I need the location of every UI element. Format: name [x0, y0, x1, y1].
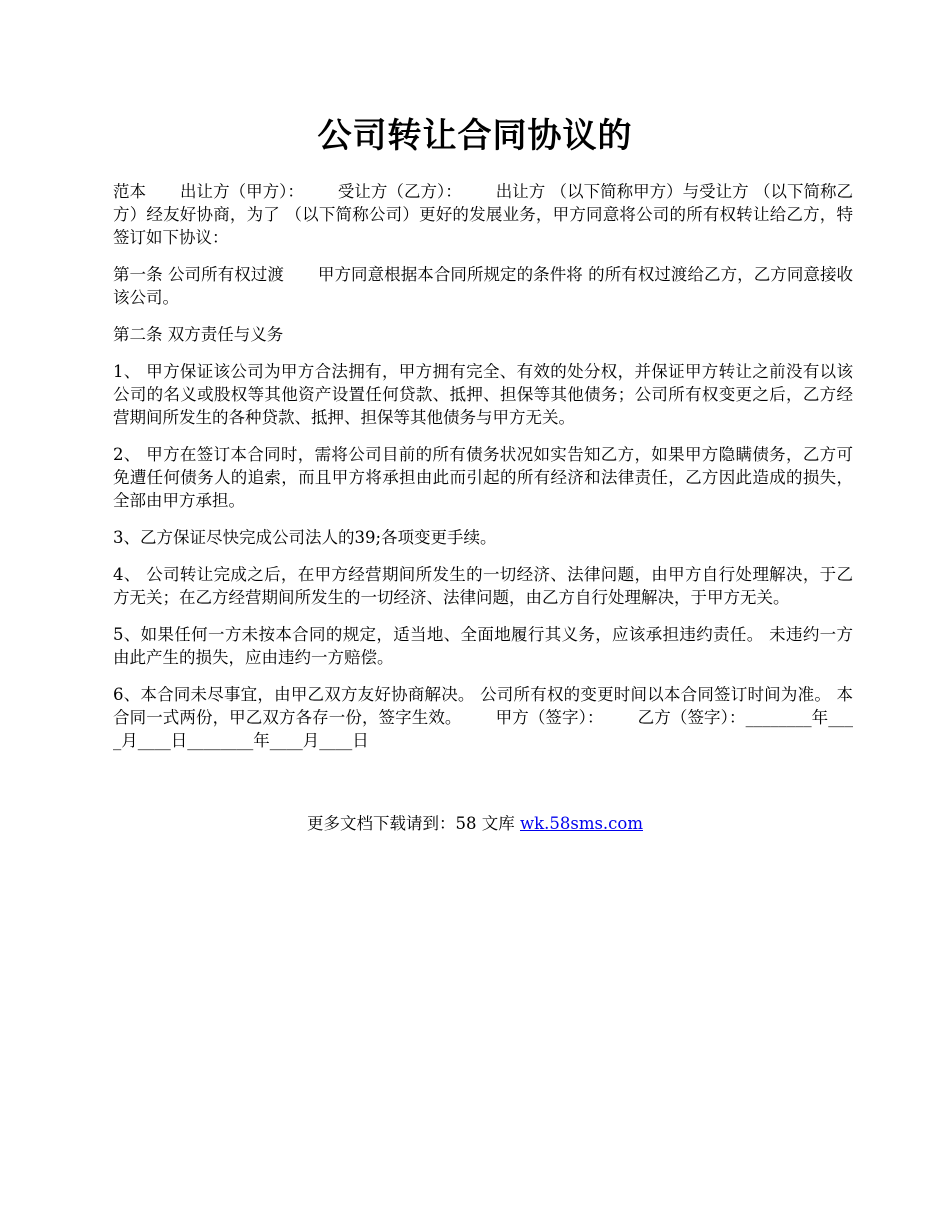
signature-party-b: 乙方（签字）：________年____月____日________年____月____日	[113, 708, 854, 750]
clause-6	[113, 683, 853, 752]
clause-6-text: 6、本合同未尽事宜，由甲乙双方友好协商解决。 公司所有权的变更时间以本合同签订时间为准。 本合同一式两份，甲乙双方各存一份，签字生效。	[113, 685, 853, 727]
clause-1: 1、 甲方保证该公司为甲方合法拥有，甲方拥有完全、有效的处分权，并保证甲方转让之前没有以该公司的名义或股权等其他资产设置任何贷款、抵押、担保等其他债务；公司所有权变更之后，乙方经营期间所发生的各种贷款、抵押、担保等其他债务与甲方无关。	[113, 362, 853, 427]
article1-heading: 第一条 公司所有权过渡	[113, 265, 284, 284]
article2-heading: 第二条 双方责任与义务	[113, 325, 284, 344]
document-title: 公司转让合同协议的	[317, 116, 633, 156]
clause-3: 3、乙方保证尽快完成公司法人的39;各项变更手续。	[113, 528, 497, 547]
clause-5: 5、如果任何一方未按本合同的规定，适当地、全面地履行其义务，应该承担违约责任。 未违约一方由此产生的损失，应由违约一方赔偿。	[113, 625, 853, 667]
intro-text: 出让方 （以下简称甲方）与受让方 （以下简称乙方）经友好协商，为了 （以下简称公司）更好的发展业务，甲方同意将公司的所有权转让给乙方，特签订如下协议：	[113, 182, 854, 247]
document-body	[113, 180, 853, 766]
clause-4: 4、 公司转让完成之后，在甲方经营期间所发生的一切经济、法律问题，由甲方自行处理解决，于乙方无关；在乙方经营期间所发生的一切经济、法律问题，由乙方自行处理解决，于甲方无关。	[113, 565, 853, 607]
intro-seller-label: 出让方（甲方）：	[180, 182, 304, 201]
footer-prefix: 更多文档下载请到：58 文库	[306, 814, 520, 833]
intro-paragraph	[113, 180, 853, 249]
article1-paragraph	[113, 263, 853, 309]
article1-text: 甲方同意根据本合同所规定的条件将 的所有权过渡给乙方，乙方同意接收该公司。	[113, 265, 853, 307]
clause-2: 2、 甲方在签订本合同时，需将公司目前的所有债务状况如实告知乙方，如果甲方隐瞒债务，乙方可免遭任何债务人的追索，而且甲方将承担由此而引起的所有经济和法律责任，乙方因此造成的损失，全部由甲方承担。	[113, 445, 853, 510]
signature-party-a: 甲方（签字）：	[495, 708, 604, 727]
footer-link[interactable]: wk.58sms.com	[519, 814, 643, 833]
intro-buyer-label: 受让方（乙方）：	[337, 182, 462, 201]
footer	[0, 812, 950, 835]
intro-fanben-label: 范本	[113, 182, 147, 201]
